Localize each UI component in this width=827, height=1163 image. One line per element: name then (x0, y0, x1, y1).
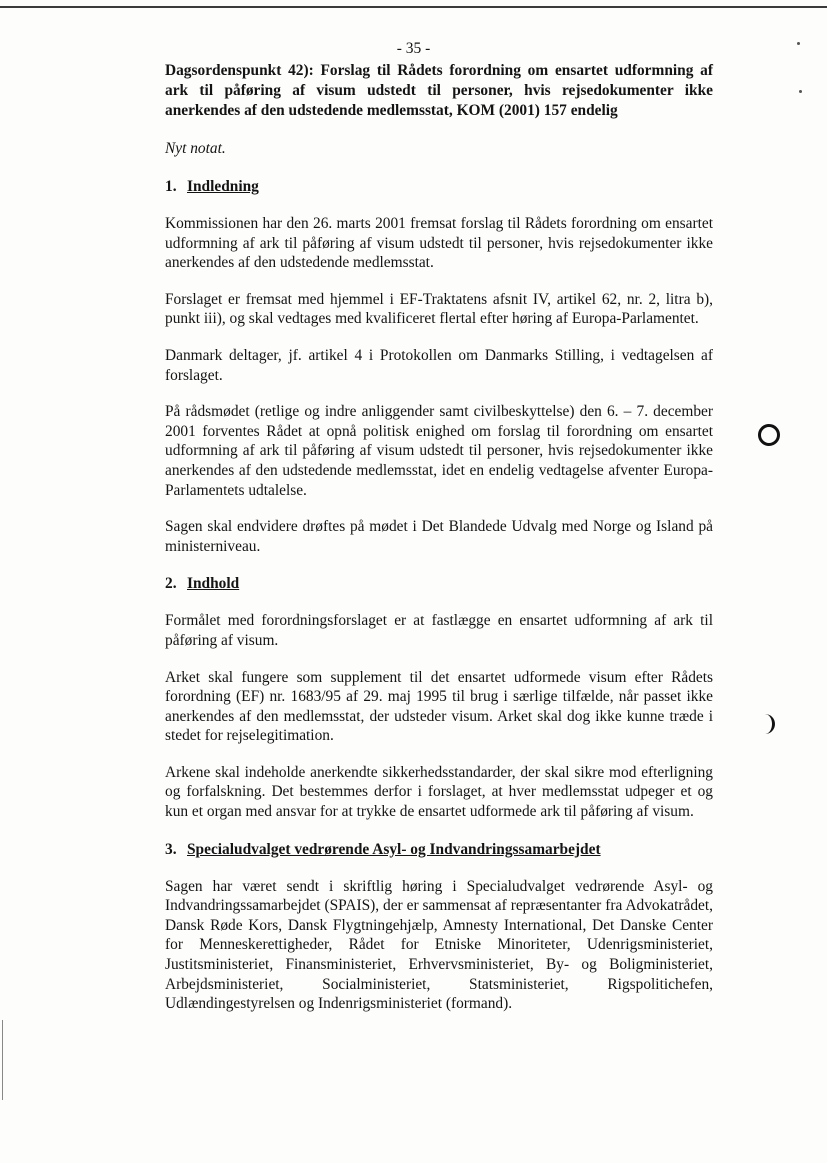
section-heading-3 (165, 840, 713, 860)
paragraph: Formålet med forordningsforslaget er at fastlægge en ensartet udformning af ark til påføring af visum. (165, 612, 713, 649)
section-number: 3. (165, 840, 177, 858)
paragraph: Arket skal fungere som supplement til det ensartet udformede visum efter Rådets forordning (EF) nr. 1683/95 af 29. maj 1995 til brug i særlige tilfælde, når passet ikke anerkendes af den medlemsstat, der udsteder visum. Arket skal dog ikke kunne træde i stedet for rejselegitimation. (165, 668, 713, 745)
section-heading-1 (165, 177, 713, 197)
paragraph: Danmark deltager, jf. artikel 4 i Protokollen om Danmarks Stilling, i vedtagelsen af forslaget. (165, 346, 713, 384)
top-border-line (0, 6, 827, 8)
document-subtitle: Nyt notat. (165, 140, 226, 157)
punch-hole-mark (758, 424, 780, 446)
page-number: - 35 - (396, 40, 431, 57)
paragraph: Sagen har været sendt i skriftlig høring i Specialudvalget vedrørende Asyl- og Indvandringssamarbejdet (SPAIS), der er sammensat af repræsentanter fra Advokatrådet, Dansk Røde Kors, Dansk Flygtningehjælp, Amnesty International, Det Danske Center for Menneskerettigheder, Rådet for Etniske Minoriteter, Udenrigsministeriet, Justitsministeriet, Finansministeriet, Erhvervsministeriet, By- og Boligministeriet, Arbejdsministeriet, Socialministeriet, Statsministeriet, Rigspolitichefen, Udlændingestyrelsen og Indenrigsministeriet (formand). (165, 877, 713, 1013)
scan-speck (797, 42, 800, 45)
paragraph: Arkene skal indeholde anerkendte sikkerhedsstandarder, der skal sikre mod efterligning og forfalskning. Det bestemmes derfor i forslaget, at hver medlemsstat udpeger et og kun et organ med ansvar for at trykke de ensartet udformede ark til påføring af visum. (165, 763, 713, 821)
section-title: Indhold (187, 575, 240, 593)
section-title: Indledning (187, 178, 259, 195)
section-heading-2 (165, 574, 713, 594)
paragraph: På rådsmødet (retlige og indre anliggender samt civilbeskyttelse) den 6. – 7. december 2001 forventes Rådet at opnå politisk enighed om forslag til forordning om ensartet udformning af ark til påføring af visum udstedt til personer, hvis rejsedokumenter ikke anerkendes af den udstedende medlemsstat, idet en endelig vedtagelse afventer Europa-Parlamentets udtalelse. (165, 403, 713, 499)
document-title: Dagsordenspunkt 42): Forslag til Rådets forordning om ensartet udformning af ark til påføring af visum udstedt til personer, hvis rejsedokumenter ikke anerkendes af den udstedende medlemsstat, KOM (2001) 157 endelig (165, 62, 713, 119)
paragraph: Forslaget er fremsat med hjemmel i EF-Traktatens afsnit IV, artikel 62, nr. 2, litra b), punkt iii), og skal vedtages med kvalificeret flertal efter høring af Europa-Parlamentet. (165, 290, 713, 328)
section-title: Specialudvalget vedrørende Asyl- og Indvandringssamarbejdet (187, 840, 601, 858)
scan-speck (799, 90, 802, 93)
section-number: 2. (165, 575, 177, 593)
section-number: 1. (165, 178, 177, 195)
document-body (165, 61, 713, 1014)
scan-edge-line (2, 1020, 3, 1100)
paragraph: Sagen skal endvidere drøftes på mødet i Det Blandede Udvalg med Norge og Island på ministerniveau. (165, 518, 713, 555)
punch-hole-mark (760, 714, 775, 734)
paragraph: Kommissionen har den 26. marts 2001 fremsat forslag til Rådets forordning om ensartet udformning af ark til påføring af visum udstedt til personer, hvis rejsedokumenter ikke anerkendes af den udstedende medlemsstat. (165, 215, 713, 272)
